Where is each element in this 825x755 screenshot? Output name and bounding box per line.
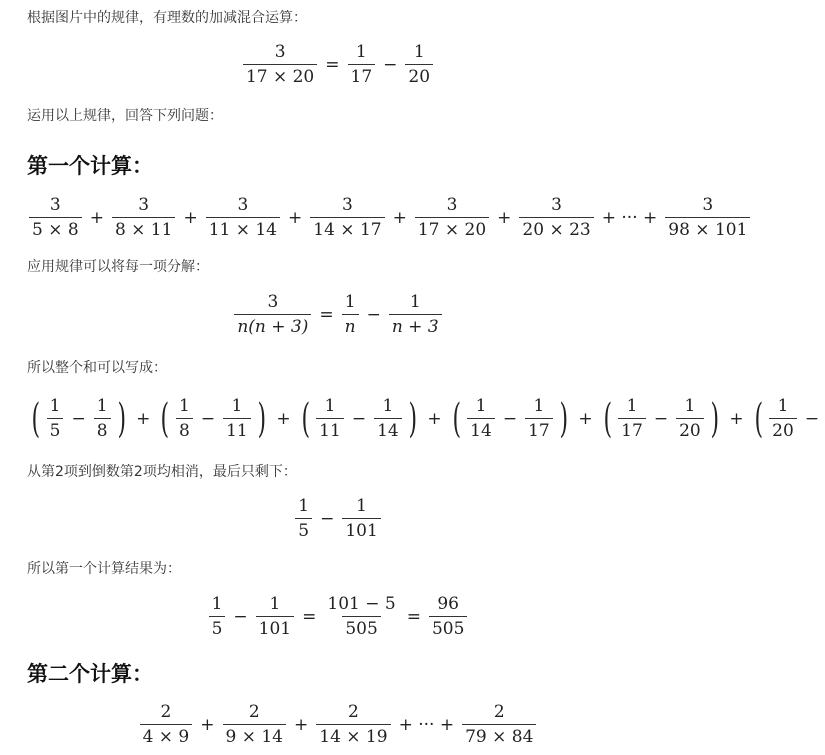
plus-sign: + bbox=[183, 207, 198, 228]
term-group-partial bbox=[750, 396, 825, 441]
denominator: 11 × 14 bbox=[206, 217, 280, 240]
denominator: 20 × 23 bbox=[519, 217, 593, 240]
numerator: 1 bbox=[626, 396, 638, 416]
term-group bbox=[448, 396, 573, 441]
fraction bbox=[429, 594, 467, 639]
result-intro-text: 所以第一个计算结果为： bbox=[27, 561, 181, 577]
numerator: 1 bbox=[356, 496, 367, 516]
numerator: 96 bbox=[437, 594, 459, 614]
numerator: 3 bbox=[138, 195, 150, 215]
plus-sign: + bbox=[392, 207, 407, 228]
minus-sign: − bbox=[804, 408, 820, 429]
numerator: 2 bbox=[160, 702, 172, 722]
fraction bbox=[316, 396, 344, 441]
minus-sign: − bbox=[320, 508, 335, 529]
denominator bbox=[234, 314, 311, 337]
minus-sign: − bbox=[71, 408, 86, 429]
denominator: 11 bbox=[316, 418, 344, 441]
plus-sign: + bbox=[136, 408, 151, 429]
numerator: 1 bbox=[344, 292, 356, 312]
numerator: 2 bbox=[348, 702, 359, 722]
equals-sign: = bbox=[406, 606, 421, 627]
denominator: 8 bbox=[94, 418, 111, 441]
left-paren: ( bbox=[301, 395, 310, 442]
denominator bbox=[342, 314, 359, 337]
plus-sign: + bbox=[578, 408, 593, 429]
heading-first-calculation: 第一个计算： bbox=[27, 154, 153, 178]
term-group bbox=[156, 396, 270, 441]
numerator: 3 bbox=[551, 195, 562, 215]
fraction bbox=[234, 292, 311, 337]
left-paren: ( bbox=[754, 395, 763, 442]
ellipsis: + ··· + bbox=[398, 714, 455, 735]
plus-sign: + bbox=[729, 408, 744, 429]
plus-sign: + bbox=[427, 408, 442, 429]
fraction bbox=[676, 396, 704, 441]
equals-sign: = bbox=[302, 606, 317, 627]
denominator: 17 × 20 bbox=[415, 217, 489, 240]
fraction bbox=[324, 594, 398, 639]
fraction bbox=[94, 396, 111, 441]
numerator: 3 bbox=[446, 195, 458, 215]
denominator: 5 bbox=[47, 418, 64, 441]
expanded-sum-expression bbox=[27, 395, 820, 442]
fraction bbox=[415, 195, 489, 240]
fraction bbox=[519, 195, 593, 240]
numerator: 3 bbox=[342, 195, 353, 215]
denominator: 4 × 9 bbox=[140, 724, 193, 747]
numerator: 1 bbox=[269, 594, 281, 614]
numerator: 1 bbox=[211, 594, 223, 614]
numerator: 3 bbox=[274, 42, 286, 62]
denominator: 79 × 84 bbox=[462, 724, 536, 747]
prompt-text: 运用以上规律，回答下列问题： bbox=[27, 108, 223, 124]
fraction bbox=[342, 496, 380, 541]
term-group bbox=[297, 396, 422, 441]
fraction bbox=[176, 396, 193, 441]
plus-sign: + bbox=[89, 207, 104, 228]
fraction bbox=[342, 292, 359, 337]
denominator: 20 bbox=[769, 418, 797, 441]
minus-sign: − bbox=[653, 408, 669, 429]
left-paren: ( bbox=[452, 395, 461, 442]
plus-sign: + bbox=[276, 408, 291, 429]
sum-written-text: 所以整个和可以写成： bbox=[27, 360, 167, 376]
denominator: 8 × 11 bbox=[112, 217, 176, 240]
variable: n bbox=[344, 317, 356, 337]
denominator: 5 bbox=[209, 616, 226, 639]
right-paren: ) bbox=[710, 395, 719, 442]
fraction bbox=[316, 702, 390, 747]
numerator: 1 bbox=[231, 396, 243, 416]
numerator: 1 bbox=[96, 396, 108, 416]
plus-sign: + bbox=[497, 207, 512, 228]
numerator: 1 bbox=[382, 396, 394, 416]
numerator: 101 − 5 bbox=[327, 594, 396, 614]
numerator: 1 bbox=[684, 396, 696, 416]
left-paren: ( bbox=[31, 395, 41, 442]
numerator: 3 bbox=[702, 195, 714, 215]
denominator: 101 bbox=[342, 518, 380, 541]
fraction bbox=[256, 594, 294, 639]
denominator: 98 × 101 bbox=[665, 217, 750, 240]
fraction bbox=[243, 42, 317, 87]
denominator: 8 bbox=[176, 418, 193, 441]
denominator: 20 bbox=[676, 418, 704, 441]
fraction bbox=[295, 496, 312, 541]
minus-sign: − bbox=[383, 54, 398, 75]
fraction bbox=[769, 396, 797, 441]
fraction bbox=[665, 195, 750, 240]
numerator: 1 bbox=[298, 496, 310, 516]
fraction bbox=[29, 195, 82, 240]
minus-sign: − bbox=[502, 408, 518, 429]
denominator: 14 × 19 bbox=[316, 724, 390, 747]
fraction bbox=[462, 702, 536, 747]
denominator: 17 bbox=[348, 64, 376, 87]
numerator: 1 bbox=[178, 396, 190, 416]
denominator: 14 bbox=[467, 418, 495, 441]
denominator: 101 bbox=[256, 616, 294, 639]
left-paren: ( bbox=[160, 395, 170, 442]
first-sum-expression bbox=[27, 195, 752, 240]
fraction bbox=[374, 396, 402, 441]
fraction bbox=[310, 195, 384, 240]
denominator: 14 × 17 bbox=[310, 217, 384, 240]
fraction bbox=[618, 396, 646, 441]
intro-text: 根据图片中的规律，有理数的加减混合运算： bbox=[27, 10, 307, 26]
denominator bbox=[389, 314, 442, 337]
fraction bbox=[47, 396, 64, 441]
numerator: 1 bbox=[777, 396, 789, 416]
cancel-text: 从第2项到倒数第2项均相消，最后只剩下： bbox=[27, 464, 297, 480]
minus-sign: − bbox=[200, 408, 216, 429]
fraction bbox=[223, 396, 251, 441]
numerator: 1 bbox=[355, 42, 367, 62]
numerator: 3 bbox=[49, 195, 61, 215]
example-equation bbox=[0, 42, 676, 87]
fraction bbox=[223, 702, 287, 747]
numerator: 1 bbox=[409, 292, 421, 312]
denominator: 17 bbox=[525, 418, 553, 441]
right-paren: ) bbox=[257, 395, 266, 442]
denominator: 20 bbox=[405, 64, 433, 87]
numerator: 2 bbox=[493, 702, 505, 722]
heading-second-calculation: 第二个计算： bbox=[27, 662, 153, 686]
denominator: 505 bbox=[342, 616, 380, 639]
second-sum-expression bbox=[0, 702, 676, 747]
numerator: 1 bbox=[475, 396, 487, 416]
general-rule-equation bbox=[0, 292, 676, 337]
fraction bbox=[112, 195, 176, 240]
equals-sign: = bbox=[319, 304, 334, 325]
numerator: 3 bbox=[267, 292, 279, 312]
denominator: 17 × 20 bbox=[243, 64, 317, 87]
expression: n(n + 3) bbox=[237, 317, 309, 337]
ellipsis: + ··· + bbox=[601, 207, 658, 228]
plus-sign: + bbox=[288, 207, 303, 228]
right-paren: ) bbox=[117, 395, 126, 442]
denominator: 11 bbox=[223, 418, 251, 441]
numerator: 1 bbox=[533, 396, 545, 416]
fraction bbox=[389, 292, 442, 337]
fraction bbox=[206, 195, 280, 240]
minus-sign: − bbox=[351, 408, 367, 429]
fraction bbox=[467, 396, 495, 441]
minus-sign: − bbox=[233, 606, 248, 627]
plus-sign: + bbox=[294, 714, 309, 735]
numerator: 1 bbox=[49, 396, 61, 416]
result-equation bbox=[0, 594, 676, 639]
right-paren: ) bbox=[559, 395, 568, 442]
fraction bbox=[525, 396, 553, 441]
numerator: 1 bbox=[324, 396, 336, 416]
denominator: 505 bbox=[429, 616, 467, 639]
denominator: 5 × 8 bbox=[29, 217, 82, 240]
remaining-expression bbox=[0, 496, 676, 541]
expression: n + 3 bbox=[391, 317, 439, 337]
plus-sign: + bbox=[200, 714, 215, 735]
numerator: 3 bbox=[237, 195, 249, 215]
left-paren: ( bbox=[603, 395, 612, 442]
equals-sign: = bbox=[325, 54, 340, 75]
fraction bbox=[209, 594, 226, 639]
numerator: 1 bbox=[413, 42, 425, 62]
term-group bbox=[599, 396, 724, 441]
apply-rule-text: 应用规律可以将每一项分解： bbox=[27, 259, 209, 275]
denominator: 9 × 14 bbox=[223, 724, 287, 747]
denominator: 14 bbox=[374, 418, 402, 441]
fraction bbox=[140, 702, 193, 747]
fraction bbox=[405, 42, 433, 87]
minus-sign: − bbox=[366, 304, 381, 325]
numerator: 2 bbox=[248, 702, 260, 722]
term-group bbox=[27, 396, 130, 441]
fraction bbox=[348, 42, 376, 87]
denominator: 17 bbox=[618, 418, 646, 441]
denominator: 5 bbox=[295, 518, 312, 541]
right-paren: ) bbox=[408, 395, 417, 442]
